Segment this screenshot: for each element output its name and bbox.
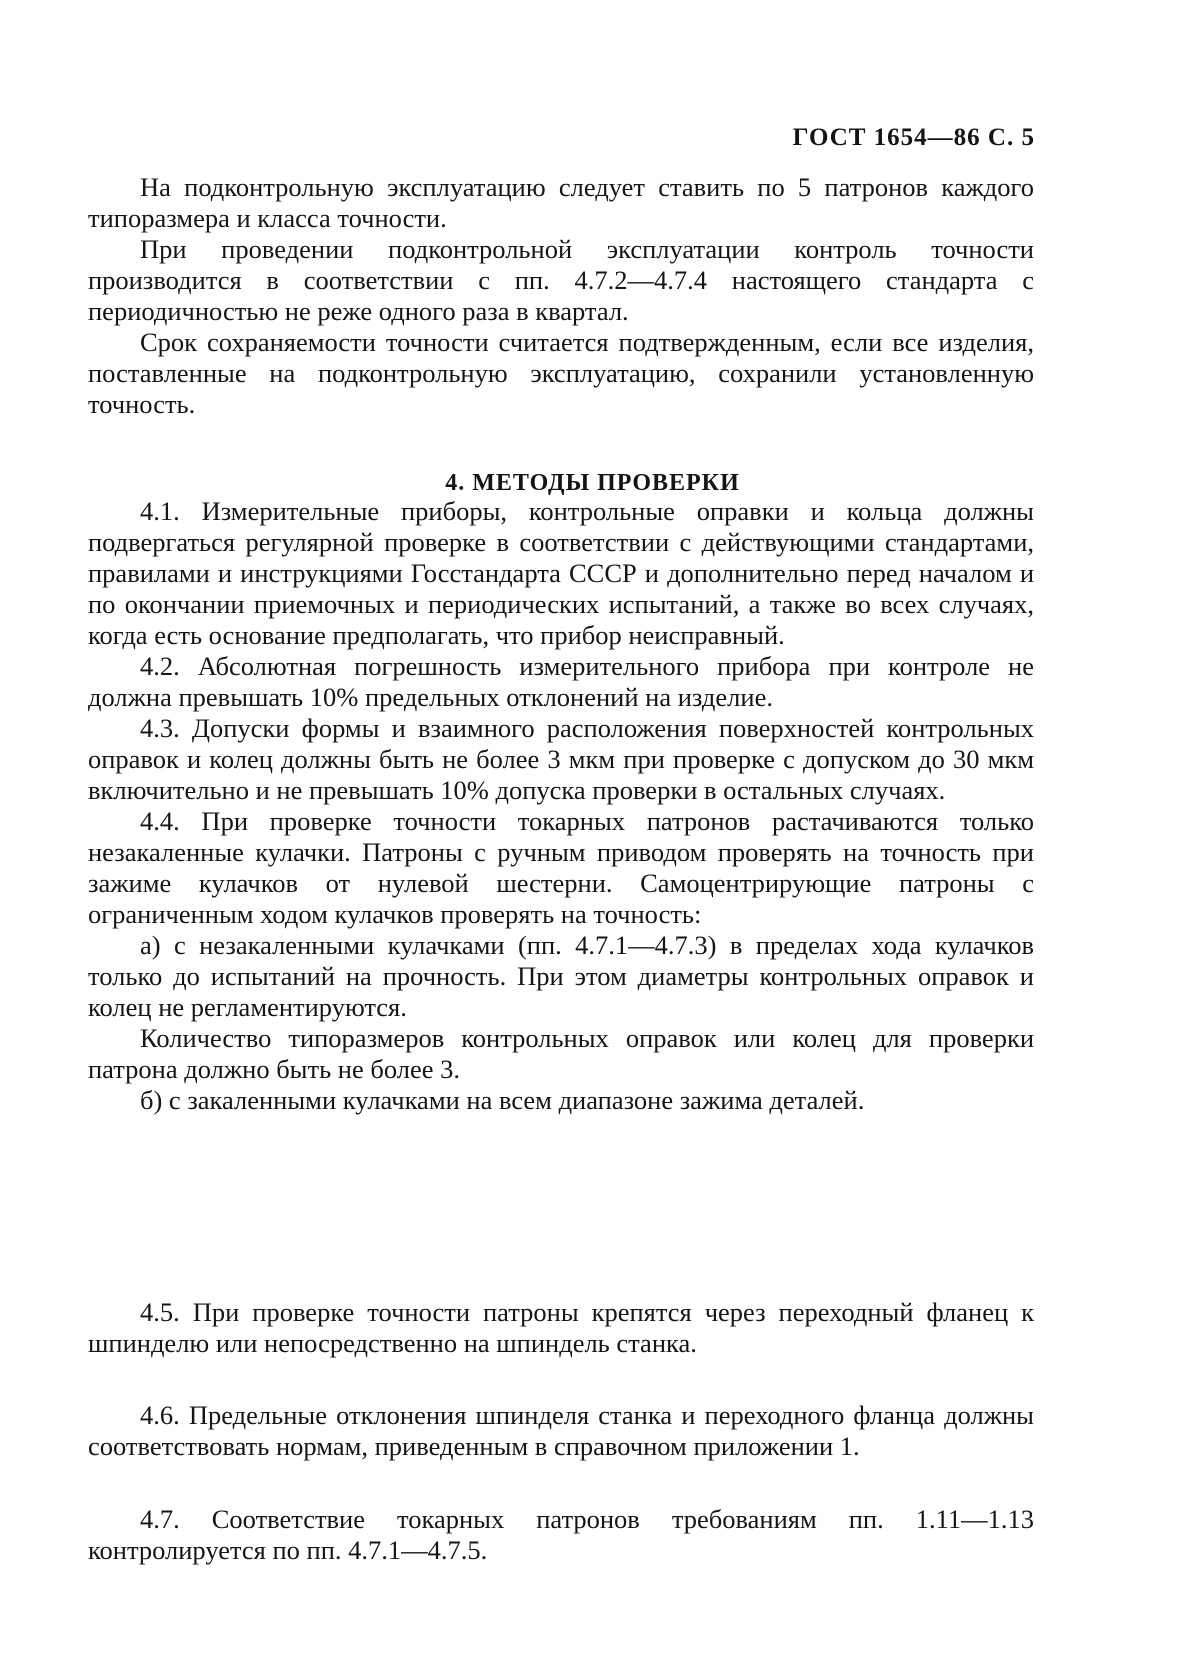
clause-4-7: 4.7. Соответствие токарных патронов требованиям пп. 1.11—1.13 контролируется по пп. 4.7.1—4.7.5. xyxy=(88,1504,1034,1565)
clause-4-3: 4.3. Допуски формы и взаимного расположения поверхностей контрольных оправок и колец должны быть не более 3 мкм при проверке с допуском до 30 мкм включительно и не превышать 10% допуска проверки в остальных случаях. xyxy=(88,713,1034,805)
clause-4-5: 4.5. При проверке точности патроны крепятся через переходный фланец к шпинделю или непосредственно на шпиндель станка. xyxy=(88,1297,1034,1358)
clause-4-7-block xyxy=(88,1504,1034,1566)
paragraph-accuracy-retention: Срок сохраняемости точности считается подтвержденным, если все изделия, поставленные на подконтрольную эксплуатацию, сохранили установленную точность. xyxy=(88,327,1034,419)
paragraph-supervised-operation: На подконтрольную эксплуатацию следует ставить по 5 патронов каждого типоразмера и класса точности. xyxy=(88,172,1034,233)
clause-4-2: 4.2. Абсолютная погрешность измерительного прибора при контроле не должна превышать 10% предельных отклонений на изделие. xyxy=(88,651,1034,712)
clause-4-4-count: Количество типоразмеров контрольных оправок или колец для проверки патрона должно быть не более 3. xyxy=(88,1023,1034,1084)
paragraph-accuracy-control: При проведении подконтрольной эксплуатации контроль точности производится в соответствии с пп. 4.7.2—4.7.4 настоящего стандарта с периодичностью не реже одного раза в квартал. xyxy=(88,234,1034,326)
clause-4-4: 4.4. При проверке точности токарных патронов растачиваются только незакаленные кулачки. Патроны с ручным приводом проверять на точность при зажиме кулачков от нулевой шестерни. Самоцентрирующие патроны с ограниченным ходом кулачков проверять на точность: xyxy=(88,806,1034,929)
clause-4-6-block xyxy=(88,1400,1034,1462)
clauses-block-1 xyxy=(88,496,1034,1116)
intro-block xyxy=(88,172,1034,420)
clause-4-6: 4.6. Предельные отклонения шпинделя станка и переходного фланца должны соответствовать нормам, приведенным в справочном приложении 1. xyxy=(88,1400,1034,1461)
clause-4-4-b: б) с закаленными кулачками на всем диапазоне зажима деталей. xyxy=(140,1085,865,1115)
clause-4-5-block xyxy=(88,1297,1034,1359)
clause-4-4-a: а) с незакаленными кулачками (пп. 4.7.1—4.7.3) в пределах хода кулачков только до испытаний на прочность. При этом диаметры контрольных оправок и колец не регламентируются. xyxy=(88,930,1034,1022)
page-header: ГОСТ 1654—86 С. 5 xyxy=(792,124,1035,151)
section-title: 4. МЕТОДЫ ПРОВЕРКИ xyxy=(445,470,740,496)
clause-4-1: 4.1. Измерительные приборы, контрольные оправки и кольца должны подвергаться регулярной проверке в соответствии с действующими стандартами, правилами и инструкциями Госстандарта СССР и дополнительно перед началом и по окончании приемочных и периодических испытаний, а также во всех случаях, когда есть основание предполагать, что прибор неисправный. xyxy=(88,496,1034,650)
